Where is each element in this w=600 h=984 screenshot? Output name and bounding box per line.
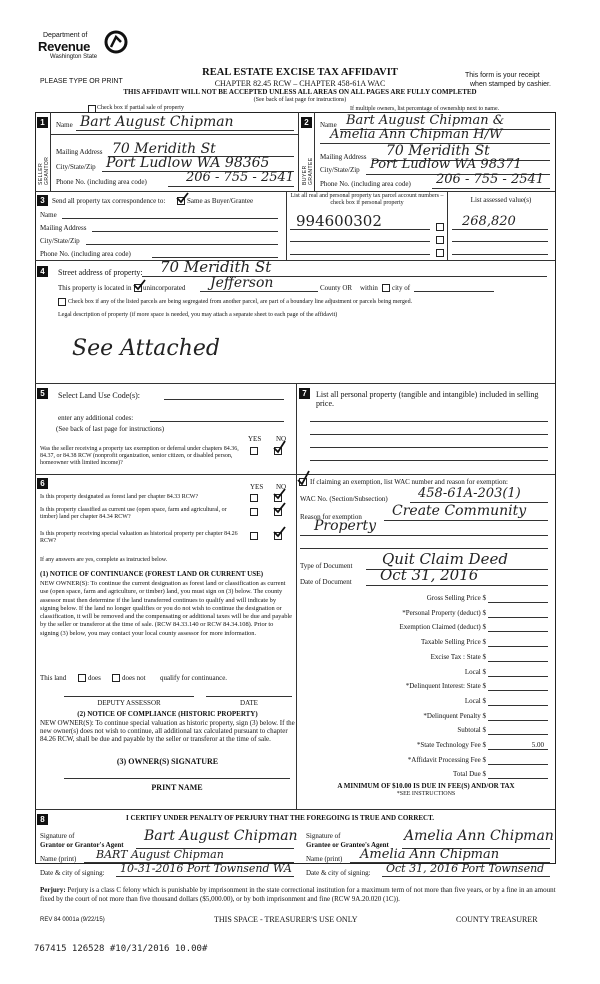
buyer-name-label: Name (320, 121, 337, 129)
does-label: does (88, 674, 101, 682)
does-not-label: does not (122, 674, 146, 682)
historic-yes-checkbox[interactable] (250, 532, 258, 540)
tax-row-label: Exemption Claimed (deduct) $ (399, 623, 486, 631)
tax-row-label: Subtotal $ (457, 726, 486, 734)
street-value[interactable]: 70 Meridith St (160, 258, 272, 276)
grantee-date-value[interactable]: Oct 31, 2016 Port Townsend (386, 862, 545, 875)
s6-yes: YES (250, 483, 264, 491)
does-checkbox[interactable] (78, 674, 86, 682)
seller-mailing-label: Mailing Address (56, 148, 103, 156)
qualify-label: qualify for continuance. (160, 674, 228, 682)
s6-no: NO (276, 483, 287, 491)
assessor-date-label: DATE (240, 699, 258, 707)
buyer-name-value-1[interactable]: Bart August Chipman & (346, 113, 505, 128)
section-3-number: 3 (37, 195, 48, 206)
minimum-due-label: A MINIMUM OF $10.00 IS DUE IN FEE(S) AND/OR TAX (337, 782, 515, 790)
within-checkbox[interactable] (382, 284, 390, 292)
street-label: Street address of property: (58, 268, 143, 277)
owner-signature-label: (3) OWNER(S) SIGNATURE (116, 757, 219, 766)
land-use-title: Select Land Use Code(s): (58, 391, 140, 400)
does-not-checkbox[interactable] (112, 674, 120, 682)
rev-number: REV 84 0001a (9/22/15) (40, 917, 105, 923)
unincorporated-label: unincorporated (143, 284, 186, 292)
tax-row-label: Total Due $ (453, 770, 486, 778)
legal-label: Legal description of property (if more space is needed, you may attach a separate sheet to each page of the affidavit) (58, 312, 338, 318)
current-use-yes-checkbox[interactable] (250, 508, 258, 516)
tax-row-label: Local $ (464, 668, 486, 676)
seller-side-label: SELLER GRANTOR (38, 156, 50, 185)
tax-row-value[interactable]: 5.00 (531, 741, 544, 749)
seller-mailing-value[interactable]: 70 Meridith St (112, 141, 216, 157)
grantee-signature[interactable]: Amelia Ann Chipman (404, 828, 554, 844)
form-chapter: CHAPTER 82.45 RCW – CHAPTER 458-61A WAC (214, 79, 386, 88)
tax-row-label: *State Technology Fee $ (416, 741, 486, 749)
s5-yes: YES (248, 435, 262, 443)
tax-row-label: *Delinquent Interest: State $ (405, 682, 486, 690)
s5-no: NO (276, 435, 287, 443)
reason-value-2[interactable]: Property (314, 518, 377, 534)
form-title: REAL ESTATE EXCISE TAX AFFIDAVIT (202, 67, 398, 78)
parcel-2-checkbox[interactable] (436, 236, 444, 244)
buyer-phone-value[interactable]: 206 - 755 - 2541 (436, 172, 545, 187)
historic-question: Is this property receiving special valuation as historical property per chapter 84.26 RCW? (40, 531, 238, 544)
exemption-question: Was the seller receiving a property tax exemption or deferral under chapters 84.36, 84.37, or 84.38 RCW (nonprofit organization, senior citizen, or disabled person, homeowner with limited income)? (40, 446, 239, 466)
forest-question: Is this property designated as forest land per chapter 84.33 RCW? (40, 494, 199, 500)
seller-phone-value[interactable]: 206 - 755 - 2541 (186, 170, 295, 185)
tax-row-label: *Personal Property (deduct) $ (402, 609, 486, 617)
buyer-mailing-label: Mailing Address (320, 153, 367, 161)
wac-value[interactable]: 458-61A-203(1) (418, 486, 521, 501)
county-value[interactable]: Jefferson (210, 275, 274, 291)
section-8-number: 8 (37, 814, 48, 825)
forest-yes-checkbox[interactable] (250, 494, 258, 502)
dept-line2: Revenue (38, 39, 91, 54)
section-7-number: 7 (299, 388, 310, 399)
tax-row-label: *Affidavit Processing Fee $ (407, 756, 486, 764)
section-6-number: 6 (37, 478, 48, 489)
grantee-sig-label-2: Grantee or Grantee's Agent (306, 841, 389, 849)
grantor-date-value[interactable]: 10-31-2016 Port Townsend WA (120, 862, 292, 875)
county-treasurer-label: COUNTY TREASURER (456, 915, 538, 924)
section-2-number: 2 (301, 117, 312, 128)
seller-name-value[interactable]: Bart August Chipman (80, 114, 234, 130)
section-5-number: 5 (37, 388, 48, 399)
perjury-notice (40, 886, 556, 904)
reason-value-1[interactable]: Create Community (392, 503, 527, 519)
seller-city-value[interactable]: Port Ludlow WA 98365 (106, 155, 270, 171)
certify-label: I CERTIFY UNDER PENALTY OF PERJURY THAT THE FOREGOING IS TRUE AND CORRECT. (126, 814, 435, 822)
within-label: within (360, 284, 378, 292)
dept-line1: Department of (43, 32, 88, 39)
grantee-sig-label-1: Signature of (306, 832, 341, 840)
segregated-checkbox[interactable] (58, 298, 66, 306)
grantor-sig-label-1: Signature of (40, 832, 75, 840)
parcel-value[interactable]: 994600302 (296, 212, 382, 230)
county-label: County OR (320, 284, 353, 292)
tax-row-label: Excise Tax : State $ (430, 653, 486, 661)
segregated-label: Check box if any of the listed parcels are being segregated from another parcel, are part of a boundary line adjustment or parcels being merged. (68, 299, 413, 305)
deputy-assessor-label: DEPUTY ASSESSOR (97, 699, 161, 707)
notice-compliance-body: NEW OWNER(S): To continue special valuation as historic property, sign (3) below. If the new owner(s) does not wish to continue, all additional tax calculated pursuant to chapter 84.26 RCW, shall be due and payable by the seller or transferor at the time of sale. (40, 719, 295, 743)
grantor-name-label: Name (print) (40, 855, 77, 863)
wac-label: WAC No. (Section/Subsection) (300, 495, 388, 503)
tax-row-label: *Delinquent Penalty $ (423, 712, 486, 720)
checkmark-icon (272, 488, 286, 500)
revenue-logo-icon (104, 30, 128, 54)
grantor-signature[interactable]: Bart August Chipman (144, 828, 298, 844)
parcel-3-checkbox[interactable] (436, 249, 444, 257)
parcel-1-checkbox[interactable] (436, 223, 444, 231)
buyer-name-value-2[interactable]: Amelia Ann Chipman H/W (330, 127, 503, 142)
seller-phone-label: Phone No. (including area code) (56, 178, 147, 186)
s3-mailing-label: Mailing Address (40, 224, 87, 232)
seller-name-label: Name (56, 121, 73, 129)
checkmark-icon (272, 502, 286, 514)
send-correspondence-label: Send all property tax correspondence to: (52, 197, 166, 205)
receipt-note-1: This form is your receipt (465, 72, 540, 79)
reason-label: Reason for exemption (300, 513, 362, 521)
type-or-print: PLEASE TYPE OR PRINT (40, 78, 123, 85)
checkmark-icon (272, 440, 286, 454)
this-land-label: This land (40, 674, 67, 682)
grantee-name-label: Name (print) (306, 855, 343, 863)
revenue-logo (38, 30, 130, 68)
notice-continuance-body: NEW OWNER(S): To continue the current designation as forest land or classification as current use (open space, farm and agriculture, or timber) land, you must sign on (3) below. The county assessor must then determine if the land transferred continues to qualify and will indicate by signing below. If the land no longer qualifies or you do not wish to continue the designation or classification, it will be removed and the compensating or additional taxes will be due and payable by the seller or transferor at the time of sale. (RCW 84.33.140 or RCW 84.34.108). Prior to signing (3) below, you may contact your local county assessor for more information. (40, 580, 292, 637)
form-warning: THIS AFFIDAVIT WILL NOT BE ACCEPTED UNLESS ALL AREAS ON ALL PAGES ARE FULLY COMPLETED (123, 88, 477, 96)
form-see-back: (See back of last page for instructions) (253, 97, 347, 103)
claiming-exemption-label: If claiming an exemption, list WAC number and reason for exemption: (310, 478, 508, 486)
grantor-name-value[interactable]: BART August Chipman (96, 848, 224, 861)
notice-continuance-title: (1) NOTICE OF CONTINUANCE (FOREST LAND OR CURRENT USE) (40, 570, 264, 578)
legal-value[interactable]: See Attached (72, 336, 220, 361)
additional-codes-label: enter any additional codes: (58, 414, 134, 422)
partial-sale-label: Check box if partial sale of property (97, 105, 184, 111)
s3-phone-label: Phone No. (including area code) (40, 250, 131, 258)
print-name-label: PRINT NAME (151, 783, 203, 792)
exemption-yes-checkbox[interactable] (250, 447, 258, 455)
treasurer-stamp: 767415 126528 #10/31/2016 10.00# (34, 944, 208, 954)
perjury-text: Perjury is a class C felony which is punishable by imprisonment in the state correctional institution for a maximum term of not more than five years, or by a fine in an amount fixed by the court of not more than five thousand dollars ($5,000.00), or by both imprisonment and fine (RCW 9A.20.020 (1C)). (40, 886, 556, 903)
buyer-mailing-value[interactable]: 70 Meridith St (386, 143, 490, 159)
grantor-date-label: Date & city of signing: (40, 869, 105, 877)
doc-date-label: Date of Document (300, 578, 352, 586)
tax-row-label: Gross Selling Price $ (426, 594, 486, 602)
section-1-number: 1 (37, 117, 48, 128)
doc-type-value[interactable]: Quit Claim Deed (382, 550, 508, 568)
doc-type-label: Type of Document (300, 562, 353, 570)
grantee-date-label: Date & city of signing: (306, 869, 371, 877)
buyer-city-label: City/State/Zip (320, 166, 360, 174)
tax-row-label: Local $ (464, 697, 486, 705)
seller-city-label: City/State/Zip (56, 163, 96, 171)
assessed-header: List assessed value(s) (470, 196, 532, 204)
located-label: This property is located in (58, 284, 132, 292)
parcel-header: List all real and personal property tax parcel account numbers – check box if personal property (290, 193, 444, 206)
buyer-phone-label: Phone No. (including area code) (320, 180, 411, 188)
multiple-owners-label: If multiple owners, list percentage of ownership next to name. (350, 106, 500, 112)
notice-compliance-title: (2) NOTICE OF COMPLIANCE (HISTORIC PROPERTY) (77, 710, 258, 718)
checkmark-icon (272, 526, 286, 538)
buyer-side-label: BUYER GRANTEE (302, 157, 314, 185)
personal-property-title: List all personal property (tangible and intangible) included in selling price. (316, 390, 539, 408)
buyer-city-value[interactable]: Port Ludlow WA 98371 (370, 157, 522, 172)
if-yes-instructions: If any answers are yes, complete as instructed below. (40, 557, 168, 563)
tax-row-label: Taxable Selling Price $ (420, 638, 486, 646)
receipt-note-2: when stamped by cashier. (470, 81, 551, 88)
land-use-see-back: (See back of last page for instructions) (56, 425, 165, 433)
current-use-question: Is this property classified as current use (open space, farm and agricultural, or timber) land per chapter 84.34 RCW? (40, 507, 227, 520)
city-of-label: city of (392, 284, 411, 292)
grantee-name-value[interactable]: Amelia Ann Chipman (360, 847, 500, 862)
see-instructions-label: *SEE INSTRUCTIONS (396, 791, 456, 797)
treasurer-space-label: THIS SPACE - TREASURER'S USE ONLY (214, 915, 358, 924)
assessed-value[interactable]: 268,820 (462, 214, 516, 229)
same-as-buyer-label: Same as Buyer/Grantee (187, 197, 254, 205)
checkmark-icon (296, 470, 310, 486)
dept-line3: Washington State (50, 54, 98, 60)
doc-date-value[interactable]: Oct 31, 2016 (380, 566, 479, 584)
grantor-sig-label-2: Grantor or Grantor's Agent (40, 841, 124, 849)
s3-name-label: Name (40, 211, 57, 219)
section-4-number: 4 (37, 266, 48, 277)
s3-city-label: City/State/Zip (40, 237, 80, 245)
perjury-label: Perjury: (40, 886, 66, 894)
